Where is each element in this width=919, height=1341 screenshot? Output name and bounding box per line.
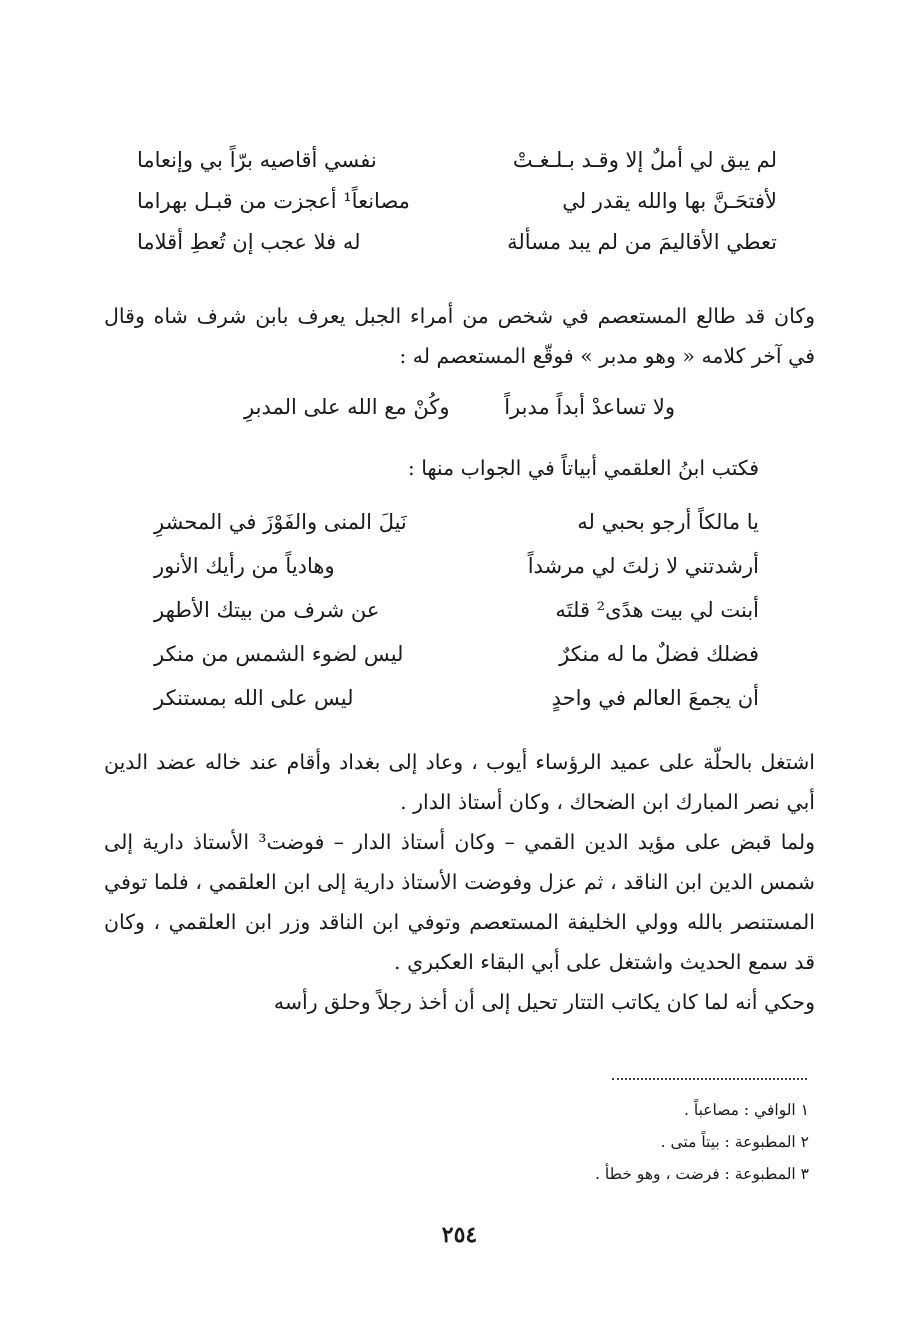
verse-first-hemistich: أرشدتني لا زلتَ لي مرشداً — [527, 554, 759, 578]
verse-line — [137, 140, 777, 181]
verse-line — [137, 222, 777, 263]
prose-paragraph-2 — [104, 448, 759, 488]
verse-first-hemistich: فضلك فضلٌ ما له منكرٌ — [559, 642, 759, 666]
paragraph: اشتغل بالحلّة على عميد الرؤساء أيوب ، وعاد إلى بغداد وأقام عند خاله عضد الدين أبي نصر المبارك ابن الضحاك ، وكان أستاذ الدار . — [104, 750, 815, 814]
verse-second-hemistich: مصانعاً¹ أعجزت من قبـل بهراما — [137, 189, 410, 213]
verse-first-hemistich: ولا تساعدْ أبداً مدبراً — [504, 395, 675, 419]
verse-second-hemistich: عن شرف من بيتك الأطهر — [154, 598, 380, 622]
prose-paragraph-3 — [104, 742, 815, 1022]
verse-second-hemistich: وهادياً من رأيك الأنور — [154, 554, 335, 578]
verse-line — [154, 676, 759, 720]
poem-block-2 — [154, 500, 759, 720]
paragraph: وحكي أنه لما كان يكاتب التتار تحيل إلى أن أخذ رجلاً وحلق رأسه — [273, 990, 815, 1014]
prose-paragraph-1 — [104, 296, 815, 376]
verse-first-hemistich: لأفتحَـنَّ بها والله يقدر لي — [562, 189, 777, 213]
verse-second-hemistich: نفسي أقاصيه برّاً بي وإنعاما — [137, 148, 377, 172]
poem-block-1 — [137, 140, 777, 263]
verse-line — [154, 632, 759, 676]
verse-first-hemistich: تعطي الأقاليمَ من لم يبد مسألة — [507, 230, 777, 254]
verse-line — [154, 588, 759, 632]
verse-second-hemistich: وكُنْ مع الله على المدبرِ — [244, 395, 450, 419]
footnote: ٢ المطبوعة : بيتاً متى . — [660, 1133, 809, 1151]
verse-second-hemistich: له فلا عجب إن تُعطِ أقلاما — [137, 230, 361, 254]
footnotes — [595, 1094, 809, 1190]
verse-line — [137, 181, 777, 222]
verse-second-hemistich: ليس لضوء الشمس من منكر — [154, 642, 404, 666]
paragraph: ولما قبض على مؤيد الدين القمي – وكان أستاذ الدار – فوضت³ الأستاذ دارية إلى شمس الدين ابن الناقد ، ثم عزل وفوضت الأستاذ دارية إلى ابن العلقمي ، فلما توفي المستنصر بالله وولي الخليفة المستعصم وتوفي ابن الناقد وزر ابن العلقمي ، وكان قد سمع الحديث واشتغل على أبي البقاء العكبري . — [104, 830, 816, 974]
verse-second-hemistich: نَيلَ المنى والفَوْزَ في المحشرِ — [154, 510, 407, 534]
verse-first-hemistich: يا مالكاً أرجو بحبي له — [577, 510, 759, 534]
verse-second-hemistich: ليس على الله بمستنكر — [154, 686, 354, 710]
footnote: ٣ المطبوعة : فرضت ، وهو خطأ . — [595, 1165, 809, 1183]
verse-first-hemistich: أبنت لي بيت هدًى² قلتَه — [555, 598, 759, 622]
footnote: ١ الوافي : مصاعباً . — [684, 1101, 809, 1119]
paragraph: وكان قد طالع المستعصم في شخص من أمراء الجبل يعرف بابن شرف شاه وقال في آخر كلامه « وهو مدبر » فوقّع المستعصم له : — [104, 304, 815, 368]
verse-line — [154, 544, 759, 588]
page-number: ٢٥٤ — [441, 1222, 478, 1248]
paragraph: فكتب ابنُ العلقمي أبياتاً في الجواب منها : — [407, 456, 759, 480]
single-verse — [0, 385, 919, 429]
verse-first-hemistich: أن يجمعَ العالم في واحدٍ — [551, 686, 759, 710]
footnote-separator — [612, 1078, 807, 1080]
verse-line — [154, 500, 759, 544]
verse-first-hemistich: لم يبق لي أملٌ إلا وقـد بـلـغـتْ — [512, 148, 777, 172]
